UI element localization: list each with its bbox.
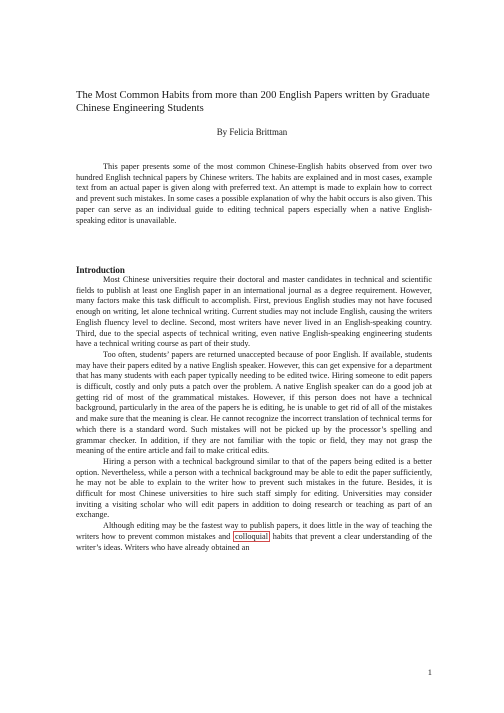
paragraph-text-before: Although editing may be the fastest way to publish papers, it does little in the way of teaching the writers how to prevent common mistakes and — [76, 521, 432, 541]
paper-title: The Most Common Habits from more than 200 English Papers written by Graduate Chinese Engineering Students — [76, 90, 430, 114]
introduction-body — [76, 275, 432, 553]
body-paragraph: Hiring a person with a technical background similar to that of the papers being edited is a better option. Nevertheless, while a person with a technical background may be able to edit the paper sufficiently, he may not be able to explain to the writer how to prevent such mistakes in the future. Besides, it is difficult for most Chinese universities to hire such staff simply for editing. Universities may consider inviting a visiting scholar who will edit papers in addition to doing research or teaching as part of an exchange. — [76, 456, 432, 520]
highlighted-word: colloquial — [235, 531, 268, 541]
abstract — [76, 162, 432, 226]
abstract-paragraph: This paper presents some of the most common Chinese-English habits observed from over two hundred English technical papers by Chinese writers. The habits are explained and in most cases, example text from an actual paper is given along with preferred text. An attempt is made to explain how to correct and prevent such mistakes. In some cases a possible explanation of why the habit occurs is also given. This paper can serve as an individual guide to editing technical papers especially when a native English-speaking editor is unavailable. — [76, 162, 432, 225]
body-paragraph: Most Chinese universities require their doctoral and master candidates in technical and scientific fields to publish at least one English paper in an international journal as a degree requirement. However, many factors make this task difficult to accomplish. First, previous English studies may not have focused enough on writing, let alone technical writing. Current studies may not include English, causing the writers English fluency level to decline. Second, most writers have never lived in an English-speaking country. Third, due to the special aspects of technical writing, even native English-speaking engineering students have a technical writing course as part of their study. — [76, 275, 432, 349]
body-paragraph-last — [76, 521, 432, 553]
author-line: By Felicia Brittman — [216, 127, 288, 137]
paragraph-text-after: habits that prevent a clear understanding of the writer’s ideas. Writers who have already obtained an — [76, 531, 432, 552]
section-heading-introduction: Introduction — [76, 265, 125, 275]
page-number: 1 — [427, 667, 432, 677]
body-paragraph: Too often, students’ papers are returned unaccepted because of poor English. If available, students may have their papers edited by a native English speaker. However, this can get expensive for a department that has many students with each paper typically needing to be edited twice. Hiring someone to edit papers is difficult, costly and only puts a patch over the problem. A native English speaker can do a good job at getting rid of most of the grammatical mistakes. However, if this person does not have a technical background, particularly in the area of the papers he is editing, he is unable to get rid of all of the mistakes and make sure that the meaning is clear. He cannot recognize the incorrect translation of technical terms for which there is a standard word. Such mistakes will not be picked up by the processor’s spelling and grammar checker. In addition, if they are not familiar with the topic or field, they may not grasp the meaning of the entire article and fail to make critical edits. — [76, 349, 432, 456]
